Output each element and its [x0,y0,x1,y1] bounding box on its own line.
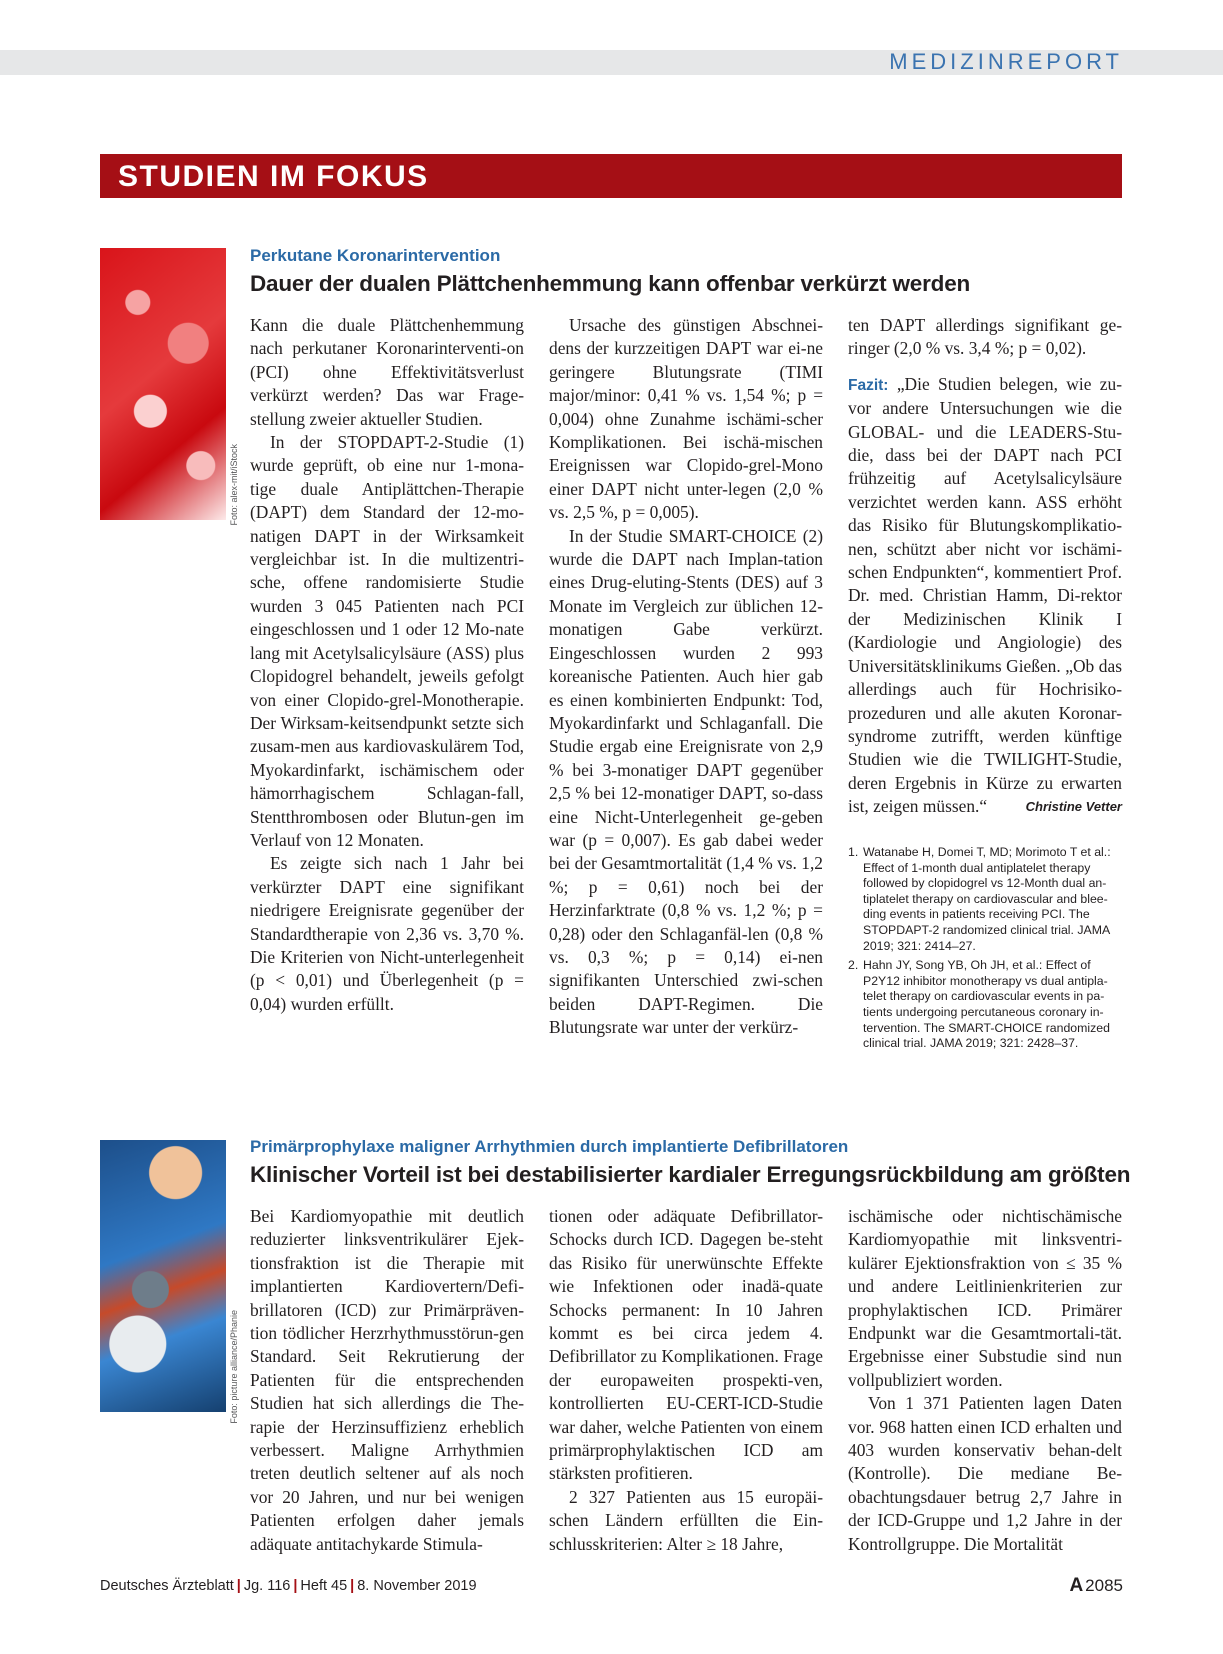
reference-item [848,845,1124,954]
page-prefix: A [1069,1575,1084,1596]
paragraph: tionen oder adäquate Defibrillator-Schocks durch ICD. Dagegen be-steht das Risiko für unerwünschte Effekte wie Infektionen oder inadä-quate Schocks permanent: In 10 Jahren kommt es bei circa jedem 4. Defibrillator zu Komplikationen. Frage der europaweiten prospekti-ven, kontrollierten EU-CERT-ICD-Studie war daher, welche Patienten von einem primärprophylaktischen ICD am stärksten profitieren. [549,1206,823,1484]
article-kicker: Perkutane Koronarintervention [250,246,501,265]
page-number-value: 2085 [1085,1576,1123,1595]
article-column-1 [250,1205,524,1556]
article-column-3 [848,314,1122,819]
defibrillator-implant-image [100,1140,226,1412]
paragraph: Von 1 371 Patienten lagen Daten vor. 968 hatten einen ICD erhalten und 403 wurden konservativ behan-delt (Kontrolle). Die mediane Be-obachtungsdauer betrug 2,7 Jahre in der ICD-Gruppe und 1,2 Jahre in der Kontrollgruppe. Die Mortalität [848,1393,1122,1554]
reference-number: 1. [848,845,859,859]
blood-cells-image [100,248,226,520]
paragraph: Es zeigte sich nach 1 Jahr bei verkürzter DAPT eine signifikant niedrigere Ereignisrate gegenüber der Standardtherapie von 2,36 vs. 3,70 %. Die Kriterien von Nicht-unterlegenheit (p < 0,01) und Überlegenheit (p = 0,04) wurden erfüllt. [250,853,524,1014]
reference-text: Watanabe H, Domei T, MD; Morimoto T et al.: Effect of 1-month dual antiplatelet therapy followed by clopidogrel vs 12-Month dual an-tiplatelet therapy on cardiovascular and blee-ding events in patients receiving PCI. The STOPDAPT-2 randomized clinical trial. JAMA 2019; 321: 2414–27. [863,845,1111,953]
section-label: MEDIZINREPORT [889,49,1123,74]
paragraph: ten DAPT allerdings signifikant ge-ringer (2,0 % vs. 3,4 %; p = 0,02). [848,315,1122,359]
photo-credit: Foto: picture alliance/Phanie [229,1310,239,1424]
paragraph: Bei Kardiomyopathie mit deutlich reduzierter linksventrikulärer Ejek-tionsfraktion ist die Therapie mit implantierten Kardiovertern/Defi-brillatoren (ICD) zur Primärpräven-tion tödlicher Herzrhythmusstörun-gen Standard. Seit Rekrutierung der Patienten für die entsprechenden Studien hat sich allerdings die The-rapie der Herzinsuffizienz erheblich verbessert. Maligne Arrhythmien treten deutlich seltener auf als noch vor 20 Jahren, und nur bei wenigen Patienten erfolgen daher jemals adäquate antitachykarde Stimula- [250,1206,524,1554]
paragraph: In der Studie SMART-CHOICE (2) wurde die DAPT nach Implan-tation eines Drug-eluting-Stents (DES) auf 3 Monate im Vergleich zur üblichen 12-monatigen Gabe verkürzt. Eingeschlossen wurden 2 993 koreanische Patienten. Auch hier gab es einen kombinierten Endpunkt: Tod, Myokardinfarkt und Schlaganfall. Die Studie ergab eine Ereignisrate von 2,9 % bei 3-monatiger DAPT gegenüber 2,5 % bei 12-monatiger DAPT, so-dass eine Nicht-Unterlegenheit ge-geben war (p = 0,007). Es gab dabei weder bei der Gesamtmortalität (1,4 % vs. 1,2 %; p = 0,61) noch bei der Herzinfarktrate (0,8 % vs. 1,2 %; p = 0,28) oder den Schlaganfäl-len (0,8 % vs. 0,3 %; p = 0,14) ei-nen signifikanten Unterschied zwi-schen beiden DAPT-Regimen. Die Blutungsrate war unter der verkürz- [549,525,823,1038]
journal-name: Deutsches Ärzteblatt [100,1578,234,1594]
footer [100,1578,477,1594]
fazit-text: „Die Studien belegen, wie zu-vor andere Untersuchungen wie die GLOBAL- und die LEADERS-Stu-die, dass bei der DAPT nach PCI frühzeitig auf Acetylsalicylsäure verzichtet werden kann. ASS erhöht das Risiko für Blutungskomplikatio-nen, schützt aber nicht vor ischämi-schen Endpunkten“, kommentiert Prof. Dr. med. Christian Hamm, Di-rektor der Medizinischen Klinik I (Kardiologie und Angiologie) des Universitätsklinikums Gießen. „Ob das allerdings auch für Hochrisiko-prozeduren und alle akuten Koronar-syndrome zutrifft, werden künftige Studien wie die TWILIGHT-Studie, deren Ergebnis in Kürze zu erwarten ist, zeigen müssen.“ [848,373,1122,817]
paragraph: Kann die duale Plättchenhemmung nach perkutaner Koronarinterventi-on (PCI) ohne Effektivitätsverlust verkürzt werden? Das war Frage-stellung zweier aktueller Studien. [250,315,524,429]
reference-item [848,958,1124,1052]
article-kicker: Primärprophylaxe maligner Arrhythmien durch implantierte Defibrillatoren [250,1137,849,1156]
reference-number: 2. [848,958,859,973]
footer-separator: | [350,1578,355,1594]
footer-separator: | [293,1578,298,1594]
reference-text: Hahn JY, Song YB, Oh JH, et al.: Effect of P2Y12 inhibitor monotherapy vs dual antipla-telet therapy on cardiovascular events in pa-tients undergoing percutaneous coronary in-tervention. The SMART-CHOICE randomized clinical trial. JAMA 2019; 321: 2428–37. [863,958,1110,1051]
fazit-paragraph [848,373,1122,819]
paragraph: 2 327 Patienten aus 15 europäi-schen Ländern erfüllten die Ein-schlusskriterien: Alter ≥ 18 Jahre, [549,1486,823,1554]
fazit-label: Fazit: [848,376,889,394]
article-column-2 [549,314,823,1040]
page-number [1069,1575,1123,1597]
article-headline: Klinischer Vorteil ist bei destabilisierter kardialer Erregungsrückbildung am größten [250,1162,1131,1187]
paragraph: Ursache des günstigen Abschnei-dens der kurzzeitigen DAPT war ei-ne geringere Blutungsrate (TIMI major/minor: 0,41 % vs. 1,54 %; p = 0,004) ohne Zunahme ischämi-scher Komplikationen. Bei ischä-mischen Ereignissen war Clopido-grel-Mono einer DAPT nicht unter-legen (2,0 % vs. 2,5 %, p = 0,005). [549,315,823,523]
journal-issue: Heft 45 [300,1578,348,1594]
journal-volume: Jg. 116 [243,1578,291,1594]
footer-separator: | [236,1578,241,1594]
article-headline: Dauer der dualen Plättchenhemmung kann offenbar verkürzt werden [250,271,971,296]
photo-credit: Foto: alex-mit/iStock [229,444,239,526]
article-column-1 [250,314,524,1016]
article-column-3 [848,1205,1122,1556]
paragraph: In der STOPDAPT-2-Studie (1) wurde geprüft, ob eine nur 1-mona-tige duale Antiplättchen-Therapie (DAPT) dem Standard der 12-mo-natigen DAPT in der Wirksamkeit vergleichbar ist. In die multizentri-sche, offene randomisierte Studie wurden 3 045 Patienten nach PCI eingeschlossen und 1 oder 12 Mo-nate lang mit Acetylsalicylsäure (ASS) plus Clopidogrel behandelt, jeweils gefolgt von einer Clopido-grel-Monotherapie. Der Wirksam-keitsendpunkt setzte sich zusam-men aus kardiovaskulärem Tod, Myokardinfarkt, ischämischem oder hämorrhagischem Schlagan-fall, Stentthrombosen oder Blutun-gen im Verlauf von 12 Monaten. [250,432,524,850]
banner [100,154,1122,198]
paragraph: ischämische oder nichtischämische Kardiomyopathie mit linksventri-kulärer Ejektionsfraktion von ≤ 35 % und andere Leitlinienkriterien zur prophylaktischen ICD. Primärer Endpunkt war die Gesamtmortali-tät. Ergebnisse einer Substudie sind nun vollpubliziert worden. [848,1206,1122,1390]
journal-date: 8. November 2019 [357,1578,477,1594]
article-column-2 [549,1205,823,1556]
author-name: Christine Vetter [1025,799,1122,815]
banner-title: STUDIEN IM FOKUS [118,160,429,193]
references-list [848,845,1124,1056]
